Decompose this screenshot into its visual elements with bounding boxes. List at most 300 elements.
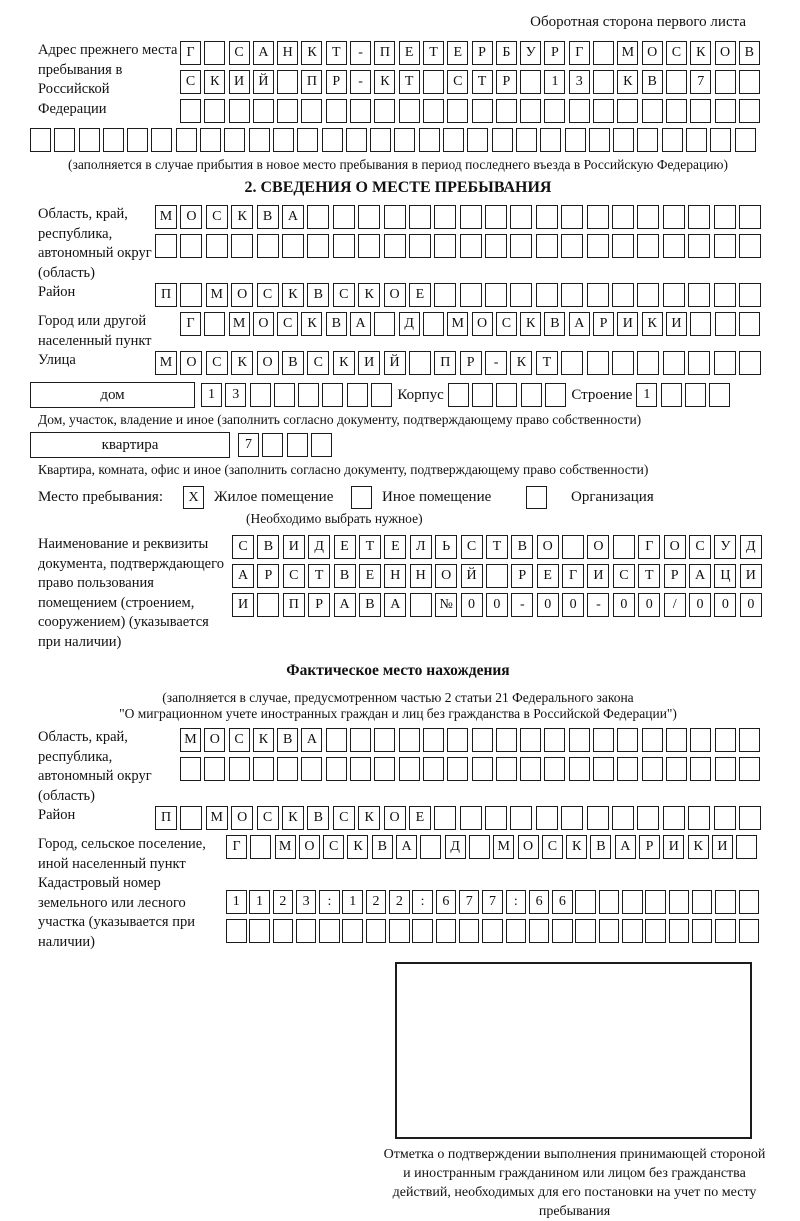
char-cell[interactable] bbox=[715, 70, 736, 94]
char-cell[interactable]: А bbox=[615, 835, 636, 859]
char-cell[interactable] bbox=[685, 383, 706, 407]
char-cell[interactable]: Н bbox=[277, 41, 298, 65]
char-cell[interactable]: С bbox=[180, 70, 201, 94]
char-cell[interactable] bbox=[204, 757, 225, 781]
char-cell[interactable] bbox=[447, 757, 468, 781]
char-cell[interactable]: У bbox=[714, 535, 736, 559]
char-cell[interactable] bbox=[257, 593, 279, 617]
char-cell[interactable] bbox=[739, 919, 760, 943]
char-cell[interactable]: С bbox=[232, 535, 254, 559]
char-cell[interactable]: И bbox=[229, 70, 250, 94]
char-cell[interactable] bbox=[472, 757, 493, 781]
char-cell[interactable] bbox=[370, 128, 391, 152]
char-cell[interactable] bbox=[666, 99, 687, 123]
char-cell[interactable]: О bbox=[518, 835, 539, 859]
char-cell[interactable]: К bbox=[231, 205, 253, 229]
char-cell[interactable] bbox=[613, 128, 634, 152]
char-cell[interactable] bbox=[540, 128, 561, 152]
char-cell[interactable]: К bbox=[642, 312, 663, 336]
char-cell[interactable] bbox=[460, 205, 482, 229]
char-cell[interactable]: 7 bbox=[482, 890, 503, 914]
char-cell[interactable]: Р bbox=[511, 564, 533, 588]
actual-district-row[interactable] bbox=[155, 806, 766, 830]
char-cell[interactable]: Р bbox=[308, 593, 330, 617]
char-cell[interactable]: В bbox=[307, 806, 329, 830]
char-cell[interactable]: М bbox=[155, 205, 177, 229]
prev-address-row-1[interactable] bbox=[180, 41, 766, 65]
char-cell[interactable] bbox=[492, 128, 513, 152]
char-cell[interactable] bbox=[180, 234, 202, 258]
char-cell[interactable]: И bbox=[232, 593, 254, 617]
char-cell[interactable] bbox=[715, 728, 736, 752]
char-cell[interactable] bbox=[374, 99, 395, 123]
actual-region-row-1[interactable] bbox=[180, 728, 766, 752]
char-cell[interactable] bbox=[739, 70, 760, 94]
char-cell[interactable]: О bbox=[231, 283, 253, 307]
char-cell[interactable] bbox=[250, 383, 271, 407]
char-cell[interactable] bbox=[496, 757, 517, 781]
char-cell[interactable] bbox=[714, 234, 736, 258]
char-cell[interactable] bbox=[593, 728, 614, 752]
char-cell[interactable]: Т bbox=[472, 70, 493, 94]
char-cell[interactable]: Е bbox=[399, 41, 420, 65]
char-cell[interactable] bbox=[645, 919, 666, 943]
char-cell[interactable] bbox=[350, 728, 371, 752]
char-cell[interactable]: П bbox=[374, 41, 395, 65]
char-cell[interactable] bbox=[666, 70, 687, 94]
char-cell[interactable]: Р bbox=[544, 41, 565, 65]
street-row[interactable] bbox=[155, 351, 766, 375]
char-cell[interactable]: 0 bbox=[486, 593, 508, 617]
char-cell[interactable] bbox=[79, 128, 100, 152]
char-cell[interactable] bbox=[599, 919, 620, 943]
char-cell[interactable]: О bbox=[204, 728, 225, 752]
char-cell[interactable]: 0 bbox=[740, 593, 762, 617]
char-cell[interactable]: В bbox=[277, 728, 298, 752]
char-cell[interactable] bbox=[358, 234, 380, 258]
char-cell[interactable] bbox=[486, 564, 508, 588]
char-cell[interactable]: Е bbox=[359, 564, 381, 588]
char-cell[interactable]: П bbox=[301, 70, 322, 94]
char-cell[interactable]: Р bbox=[496, 70, 517, 94]
char-cell[interactable]: И bbox=[358, 351, 380, 375]
char-cell[interactable] bbox=[593, 41, 614, 65]
char-cell[interactable] bbox=[253, 99, 274, 123]
char-cell[interactable]: Й bbox=[253, 70, 274, 94]
char-cell[interactable] bbox=[587, 205, 609, 229]
char-cell[interactable]: Р bbox=[593, 312, 614, 336]
char-cell[interactable] bbox=[510, 234, 532, 258]
char-cell[interactable] bbox=[371, 383, 392, 407]
char-cell[interactable] bbox=[443, 128, 464, 152]
char-cell[interactable] bbox=[612, 234, 634, 258]
char-cell[interactable] bbox=[366, 919, 387, 943]
char-cell[interactable]: М bbox=[206, 806, 228, 830]
char-cell[interactable] bbox=[587, 234, 609, 258]
document-row-3[interactable] bbox=[232, 593, 766, 617]
char-cell[interactable] bbox=[599, 890, 620, 914]
char-cell[interactable]: Е bbox=[409, 283, 431, 307]
char-cell[interactable]: К bbox=[688, 835, 709, 859]
char-cell[interactable]: / bbox=[664, 593, 686, 617]
char-cell[interactable]: О bbox=[587, 535, 609, 559]
char-cell[interactable] bbox=[231, 234, 253, 258]
char-cell[interactable] bbox=[436, 919, 457, 943]
cadastral-row-1[interactable] bbox=[226, 890, 766, 914]
char-cell[interactable]: 2 bbox=[273, 890, 294, 914]
char-cell[interactable] bbox=[612, 205, 634, 229]
char-cell[interactable] bbox=[612, 283, 634, 307]
char-cell[interactable] bbox=[739, 757, 760, 781]
char-cell[interactable] bbox=[715, 890, 736, 914]
char-cell[interactable]: 6 bbox=[436, 890, 457, 914]
char-cell[interactable] bbox=[434, 806, 456, 830]
char-cell[interactable]: : bbox=[319, 890, 340, 914]
char-cell[interactable] bbox=[587, 806, 609, 830]
char-cell[interactable]: Ц bbox=[714, 564, 736, 588]
char-cell[interactable] bbox=[569, 757, 590, 781]
char-cell[interactable] bbox=[282, 234, 304, 258]
char-cell[interactable] bbox=[180, 757, 201, 781]
char-cell[interactable]: 0 bbox=[461, 593, 483, 617]
char-cell[interactable]: М bbox=[275, 835, 296, 859]
char-cell[interactable] bbox=[715, 919, 736, 943]
stay-type-checkbox-other[interactable] bbox=[351, 486, 372, 509]
char-cell[interactable] bbox=[250, 835, 271, 859]
char-cell[interactable] bbox=[669, 919, 690, 943]
char-cell[interactable]: Л bbox=[410, 535, 432, 559]
char-cell[interactable] bbox=[593, 757, 614, 781]
char-cell[interactable]: А bbox=[396, 835, 417, 859]
char-cell[interactable]: В bbox=[642, 70, 663, 94]
city-row[interactable] bbox=[180, 312, 766, 336]
char-cell[interactable] bbox=[593, 99, 614, 123]
char-cell[interactable] bbox=[536, 205, 558, 229]
char-cell[interactable]: К bbox=[301, 312, 322, 336]
char-cell[interactable] bbox=[637, 806, 659, 830]
char-cell[interactable]: Р bbox=[460, 351, 482, 375]
prev-address-row-4[interactable] bbox=[30, 128, 766, 152]
char-cell[interactable] bbox=[347, 383, 368, 407]
stay-type-checkbox-organization[interactable] bbox=[526, 486, 547, 509]
char-cell[interactable] bbox=[561, 351, 583, 375]
char-cell[interactable]: 1 bbox=[544, 70, 565, 94]
document-row-2[interactable] bbox=[232, 564, 766, 588]
char-cell[interactable]: Р bbox=[472, 41, 493, 65]
char-cell[interactable] bbox=[229, 757, 250, 781]
char-cell[interactable]: Е bbox=[334, 535, 356, 559]
char-cell[interactable] bbox=[622, 919, 643, 943]
char-cell[interactable]: Й bbox=[384, 351, 406, 375]
char-cell[interactable] bbox=[399, 99, 420, 123]
char-cell[interactable] bbox=[423, 99, 444, 123]
char-cell[interactable] bbox=[715, 757, 736, 781]
char-cell[interactable]: О bbox=[537, 535, 559, 559]
char-cell[interactable] bbox=[637, 205, 659, 229]
char-cell[interactable]: И bbox=[587, 564, 609, 588]
stroenie-cells[interactable] bbox=[636, 383, 733, 407]
char-cell[interactable] bbox=[669, 890, 690, 914]
char-cell[interactable] bbox=[529, 919, 550, 943]
char-cell[interactable] bbox=[520, 757, 541, 781]
char-cell[interactable]: В bbox=[326, 312, 347, 336]
char-cell[interactable]: П bbox=[434, 351, 456, 375]
char-cell[interactable] bbox=[384, 234, 406, 258]
char-cell[interactable]: К bbox=[347, 835, 368, 859]
char-cell[interactable]: Т bbox=[308, 564, 330, 588]
char-cell[interactable] bbox=[326, 728, 347, 752]
char-cell[interactable] bbox=[666, 728, 687, 752]
char-cell[interactable] bbox=[536, 806, 558, 830]
char-cell[interactable] bbox=[521, 383, 542, 407]
char-cell[interactable] bbox=[561, 205, 583, 229]
char-cell[interactable] bbox=[663, 234, 685, 258]
char-cell[interactable]: 6 bbox=[529, 890, 550, 914]
char-cell[interactable] bbox=[485, 806, 507, 830]
char-cell[interactable]: Д bbox=[445, 835, 466, 859]
char-cell[interactable]: В bbox=[511, 535, 533, 559]
char-cell[interactable]: Г bbox=[180, 312, 201, 336]
char-cell[interactable] bbox=[176, 128, 197, 152]
char-cell[interactable]: О bbox=[180, 205, 202, 229]
char-cell[interactable] bbox=[710, 128, 731, 152]
char-cell[interactable] bbox=[714, 351, 736, 375]
char-cell[interactable] bbox=[663, 283, 685, 307]
char-cell[interactable] bbox=[180, 99, 201, 123]
char-cell[interactable]: О bbox=[715, 41, 736, 65]
char-cell[interactable] bbox=[575, 890, 596, 914]
char-cell[interactable]: Т bbox=[486, 535, 508, 559]
char-cell[interactable] bbox=[690, 99, 711, 123]
char-cell[interactable] bbox=[277, 757, 298, 781]
char-cell[interactable] bbox=[645, 890, 666, 914]
char-cell[interactable] bbox=[409, 234, 431, 258]
char-cell[interactable]: С bbox=[666, 41, 687, 65]
char-cell[interactable] bbox=[688, 234, 710, 258]
char-cell[interactable]: В bbox=[282, 351, 304, 375]
char-cell[interactable] bbox=[562, 535, 584, 559]
char-cell[interactable] bbox=[690, 728, 711, 752]
char-cell[interactable]: 6 bbox=[552, 890, 573, 914]
char-cell[interactable] bbox=[273, 128, 294, 152]
char-cell[interactable] bbox=[434, 283, 456, 307]
char-cell[interactable] bbox=[423, 312, 444, 336]
char-cell[interactable] bbox=[249, 919, 270, 943]
char-cell[interactable]: 0 bbox=[714, 593, 736, 617]
char-cell[interactable]: 0 bbox=[613, 593, 635, 617]
char-cell[interactable]: А bbox=[689, 564, 711, 588]
char-cell[interactable] bbox=[739, 890, 760, 914]
char-cell[interactable]: Г bbox=[569, 41, 590, 65]
char-cell[interactable] bbox=[410, 593, 432, 617]
char-cell[interactable]: А bbox=[282, 205, 304, 229]
char-cell[interactable] bbox=[409, 205, 431, 229]
char-cell[interactable] bbox=[688, 351, 710, 375]
char-cell[interactable]: Р bbox=[326, 70, 347, 94]
char-cell[interactable] bbox=[663, 205, 685, 229]
char-cell[interactable] bbox=[637, 128, 658, 152]
char-cell[interactable] bbox=[714, 806, 736, 830]
char-cell[interactable] bbox=[399, 728, 420, 752]
char-cell[interactable] bbox=[690, 312, 711, 336]
char-cell[interactable]: И bbox=[740, 564, 762, 588]
char-cell[interactable] bbox=[589, 128, 610, 152]
char-cell[interactable] bbox=[485, 283, 507, 307]
char-cell[interactable] bbox=[389, 919, 410, 943]
char-cell[interactable]: М bbox=[447, 312, 468, 336]
char-cell[interactable]: М bbox=[493, 835, 514, 859]
char-cell[interactable]: Г bbox=[562, 564, 584, 588]
char-cell[interactable] bbox=[496, 383, 517, 407]
char-cell[interactable]: А bbox=[232, 564, 254, 588]
char-cell[interactable] bbox=[552, 919, 573, 943]
char-cell[interactable]: 0 bbox=[537, 593, 559, 617]
char-cell[interactable]: Е bbox=[409, 806, 431, 830]
char-cell[interactable]: М bbox=[180, 728, 201, 752]
char-cell[interactable]: Г bbox=[638, 535, 660, 559]
char-cell[interactable] bbox=[506, 919, 527, 943]
char-cell[interactable] bbox=[472, 728, 493, 752]
char-cell[interactable]: Н bbox=[384, 564, 406, 588]
char-cell[interactable]: С bbox=[689, 535, 711, 559]
char-cell[interactable]: С bbox=[307, 351, 329, 375]
char-cell[interactable]: П bbox=[283, 593, 305, 617]
char-cell[interactable]: И bbox=[283, 535, 305, 559]
char-cell[interactable]: О bbox=[299, 835, 320, 859]
char-cell[interactable] bbox=[612, 806, 634, 830]
char-cell[interactable] bbox=[103, 128, 124, 152]
char-cell[interactable] bbox=[204, 312, 225, 336]
char-cell[interactable]: М bbox=[229, 312, 250, 336]
char-cell[interactable]: К bbox=[253, 728, 274, 752]
char-cell[interactable] bbox=[262, 433, 283, 457]
char-cell[interactable] bbox=[460, 234, 482, 258]
char-cell[interactable]: О bbox=[180, 351, 202, 375]
char-cell[interactable]: - bbox=[350, 41, 371, 65]
char-cell[interactable] bbox=[204, 99, 225, 123]
char-cell[interactable] bbox=[561, 283, 583, 307]
char-cell[interactable]: С bbox=[542, 835, 563, 859]
char-cell[interactable] bbox=[739, 99, 760, 123]
char-cell[interactable]: 3 bbox=[225, 383, 246, 407]
char-cell[interactable] bbox=[301, 757, 322, 781]
char-cell[interactable]: 0 bbox=[689, 593, 711, 617]
char-cell[interactable] bbox=[485, 234, 507, 258]
apartment-cells[interactable] bbox=[238, 433, 335, 457]
char-cell[interactable]: 3 bbox=[296, 890, 317, 914]
char-cell[interactable] bbox=[642, 99, 663, 123]
char-cell[interactable] bbox=[739, 205, 761, 229]
char-cell[interactable]: - bbox=[511, 593, 533, 617]
char-cell[interactable] bbox=[510, 205, 532, 229]
char-cell[interactable]: С bbox=[447, 70, 468, 94]
char-cell[interactable] bbox=[544, 728, 565, 752]
char-cell[interactable] bbox=[637, 283, 659, 307]
char-cell[interactable]: - bbox=[485, 351, 507, 375]
char-cell[interactable]: М bbox=[155, 351, 177, 375]
char-cell[interactable] bbox=[622, 890, 643, 914]
char-cell[interactable]: Т bbox=[399, 70, 420, 94]
char-cell[interactable]: А bbox=[253, 41, 274, 65]
char-cell[interactable] bbox=[735, 128, 756, 152]
char-cell[interactable] bbox=[472, 99, 493, 123]
char-cell[interactable] bbox=[311, 433, 332, 457]
char-cell[interactable] bbox=[637, 234, 659, 258]
char-cell[interactable] bbox=[298, 383, 319, 407]
char-cell[interactable]: К bbox=[510, 351, 532, 375]
char-cell[interactable] bbox=[569, 728, 590, 752]
char-cell[interactable]: Ь bbox=[435, 535, 457, 559]
char-cell[interactable] bbox=[374, 728, 395, 752]
char-cell[interactable] bbox=[739, 351, 761, 375]
char-cell[interactable] bbox=[575, 919, 596, 943]
char-cell[interactable] bbox=[423, 728, 444, 752]
char-cell[interactable]: С bbox=[496, 312, 517, 336]
char-cell[interactable] bbox=[709, 383, 730, 407]
char-cell[interactable]: О bbox=[664, 535, 686, 559]
char-cell[interactable] bbox=[688, 283, 710, 307]
char-cell[interactable]: В bbox=[544, 312, 565, 336]
char-cell[interactable]: Т bbox=[359, 535, 381, 559]
region-row-2[interactable] bbox=[155, 234, 766, 258]
char-cell[interactable]: К bbox=[333, 351, 355, 375]
char-cell[interactable]: В bbox=[257, 205, 279, 229]
char-cell[interactable] bbox=[739, 283, 761, 307]
char-cell[interactable] bbox=[714, 283, 736, 307]
char-cell[interactable] bbox=[520, 70, 541, 94]
char-cell[interactable] bbox=[350, 757, 371, 781]
char-cell[interactable] bbox=[322, 383, 343, 407]
char-cell[interactable]: О bbox=[384, 283, 406, 307]
char-cell[interactable]: 1 bbox=[249, 890, 270, 914]
char-cell[interactable]: К bbox=[374, 70, 395, 94]
char-cell[interactable]: В bbox=[257, 535, 279, 559]
char-cell[interactable]: С bbox=[613, 564, 635, 588]
char-cell[interactable]: А bbox=[569, 312, 590, 336]
char-cell[interactable]: С bbox=[283, 564, 305, 588]
char-cell[interactable] bbox=[739, 312, 760, 336]
char-cell[interactable] bbox=[482, 919, 503, 943]
char-cell[interactable] bbox=[544, 99, 565, 123]
char-cell[interactable]: А bbox=[350, 312, 371, 336]
char-cell[interactable] bbox=[296, 919, 317, 943]
char-cell[interactable] bbox=[617, 99, 638, 123]
district-row[interactable] bbox=[155, 283, 766, 307]
char-cell[interactable]: С bbox=[277, 312, 298, 336]
char-cell[interactable] bbox=[692, 919, 713, 943]
char-cell[interactable]: К bbox=[520, 312, 541, 336]
char-cell[interactable]: С bbox=[229, 728, 250, 752]
char-cell[interactable] bbox=[206, 234, 228, 258]
char-cell[interactable]: М bbox=[617, 41, 638, 65]
char-cell[interactable] bbox=[412, 919, 433, 943]
char-cell[interactable] bbox=[666, 757, 687, 781]
char-cell[interactable] bbox=[544, 757, 565, 781]
char-cell[interactable]: Н bbox=[410, 564, 432, 588]
char-cell[interactable] bbox=[485, 205, 507, 229]
char-cell[interactable]: Г bbox=[226, 835, 247, 859]
char-cell[interactable]: С bbox=[257, 806, 279, 830]
actual-city-row[interactable] bbox=[226, 835, 766, 859]
char-cell[interactable]: - bbox=[587, 593, 609, 617]
char-cell[interactable]: К bbox=[301, 41, 322, 65]
stay-type-checkbox-residential[interactable]: X bbox=[183, 486, 204, 509]
char-cell[interactable]: Т bbox=[423, 41, 444, 65]
char-cell[interactable] bbox=[715, 312, 736, 336]
char-cell[interactable] bbox=[662, 128, 683, 152]
char-cell[interactable] bbox=[688, 205, 710, 229]
char-cell[interactable] bbox=[617, 728, 638, 752]
